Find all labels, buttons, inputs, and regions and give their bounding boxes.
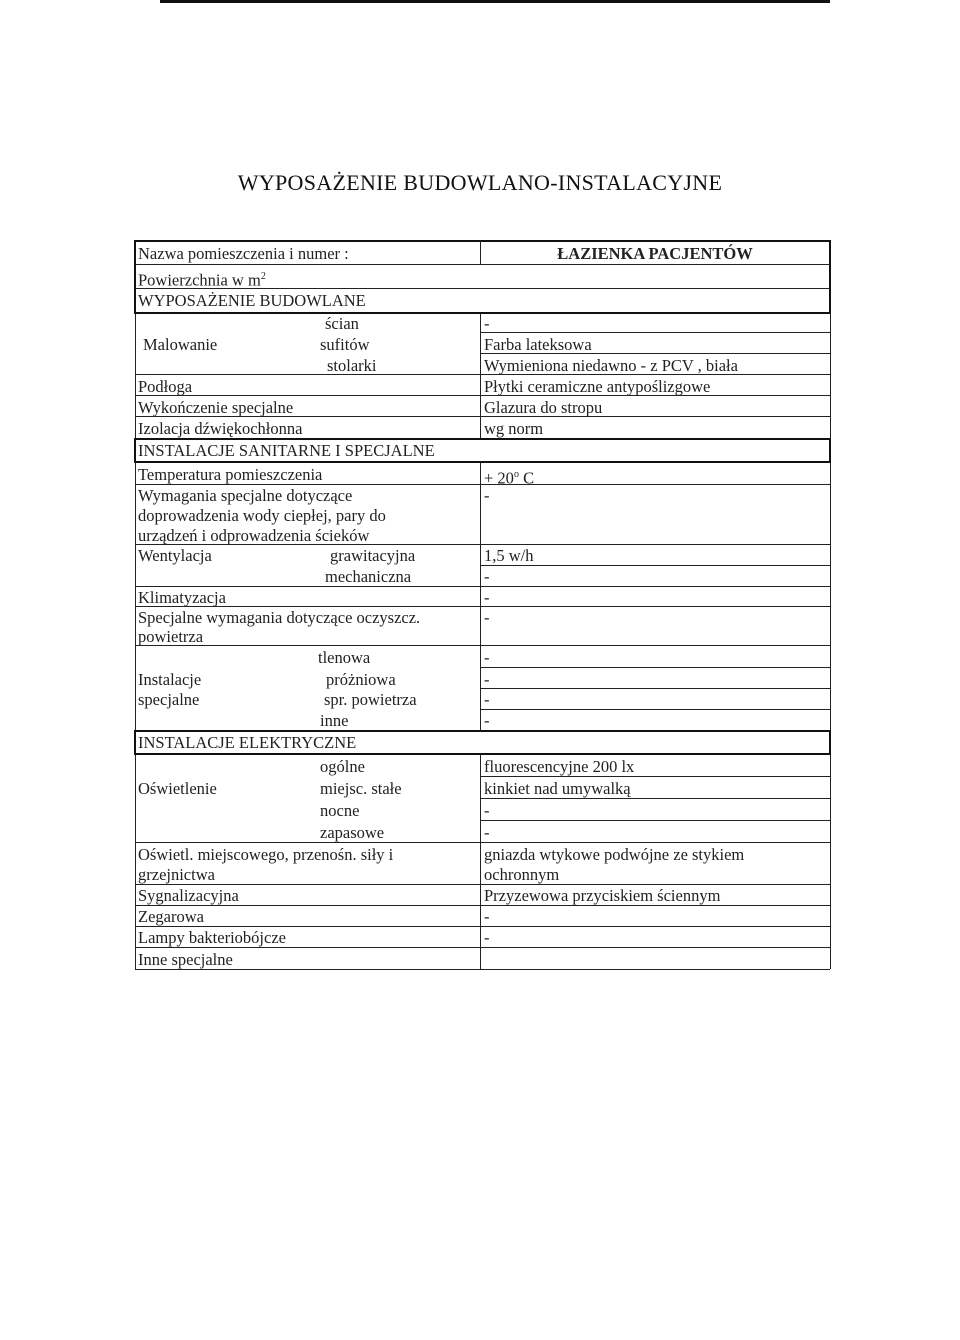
nocne-label: nocne [320,801,360,820]
area-label: Powierzchnia w $m^2$ [138,270,266,290]
podloga-label: Podłoga [138,377,193,396]
klimatyzacja-value: - [484,588,490,607]
instalacje-label: Instalacje [138,670,202,689]
izolacja-value: wg norm [484,419,544,438]
section-title-elektryczne: INSTALACJE ELEKTRYCZNE [138,733,357,752]
zegarowa-value: - [484,907,490,926]
sufitow-value: Farba lateksowa [484,335,592,354]
zapasowe-value: - [484,823,490,842]
lampy-value: - [484,928,490,947]
wymagania-label-line2: doprowadzenia wody ciepłej, pary do [138,506,386,525]
tlenowa-label: tlenowa [318,648,371,667]
section-title-budowlane: WYPOSAŻENIE BUDOWLANE [138,291,366,310]
wymagania-value: - [484,486,490,505]
wykonczenie-label: Wykończenie specjalne [138,398,294,417]
spr-powietrza-label: spr. powietrza [324,690,417,709]
sygnalizacyjna-label: Sygnalizacyjna [138,886,239,905]
inne-label: inne [320,711,349,730]
oswietlenie-label: Oświetlenie [138,779,217,798]
mechaniczna-value: - [484,567,490,586]
room-name-label: Nazwa pomieszczenia i numer : [138,244,349,263]
prozniowa-label: próżniowa [326,670,396,689]
temperatura-label: Temperatura pomieszczenia [138,465,323,484]
nocne-value: - [484,801,490,820]
room-name-value: ŁAZIENKA PACJENTÓW [557,244,753,263]
temperatura-value: + $20^o$ C [484,468,535,488]
sily-value-line1: gniazda wtykowe podwójne ze stykiem [484,845,745,864]
miejsc-label: miejsc. stałe [320,779,402,798]
wymagania-label-line3: urządzeń i odprowadzenia ścieków [138,526,370,545]
zegarowa-label: Zegarowa [138,907,204,926]
wykonczenie-value: Glazura do stropu [484,398,603,417]
grawitacyjna-label: grawitacyjna [330,546,416,565]
powietrze-value: - [484,608,490,627]
podloga-value: Płytki ceramiczne antypoślizgowe [484,377,711,396]
grawitacyjna-value: 1,5 w/h [484,546,534,565]
powietrze-label-line1: Specjalne wymagania dotyczące oczyszcz. [138,608,421,627]
zapasowe-label: zapasowe [320,823,385,842]
sufitow-label: sufitów [320,335,370,354]
specjalne-label: specjalne [138,690,200,709]
sily-value-line2: ochronnym [484,865,560,884]
stolarki-value: Wymieniona niedawno - z PCV , biała [484,356,738,375]
sily-label-line2: grzejnictwa [138,865,215,884]
wentylacja-label: Wentylacja [138,546,212,565]
ogolne-label: ogólne [320,757,365,776]
sygnalizacyjna-value: Przyzewowa przyciskiem ściennym [484,886,721,905]
malowanie-label: Malowanie [143,335,218,354]
sily-label-line1: Oświetl. miejscowego, przenośn. siły i [138,845,394,864]
miejsc-value: kinkiet nad umywalką [484,779,631,798]
inne-value: - [484,711,490,730]
klimatyzacja-label: Klimatyzacja [138,588,226,607]
spr-powietrza-value: - [484,690,490,709]
izolacja-label: Izolacja dźwiękochłonna [138,419,303,438]
scan-top-border [160,0,830,3]
scian-value: - [484,314,490,333]
section-title-sanitarne: INSTALACJE SANITARNE I SPECJALNE [138,441,435,460]
ogolne-value: fluorescencyjne 200 lx [484,757,635,776]
page-title: WYPOSAŻENIE BUDOWLANO-INSTALACYJNE [237,170,723,195]
mechaniczna-label: mechaniczna [325,567,412,586]
lampy-label: Lampy bakteriobójcze [138,928,286,947]
wymagania-label-line1: Wymagania specjalne dotyczące [138,486,353,505]
prozniowa-value: - [484,670,490,689]
inne-specjalne-label: Inne specjalne [138,950,233,969]
stolarki-label: stolarki [327,356,377,375]
tlenowa-value: - [484,648,490,667]
powietrze-label-line2: powietrza [138,627,204,646]
scian-label: ścian [325,314,359,333]
